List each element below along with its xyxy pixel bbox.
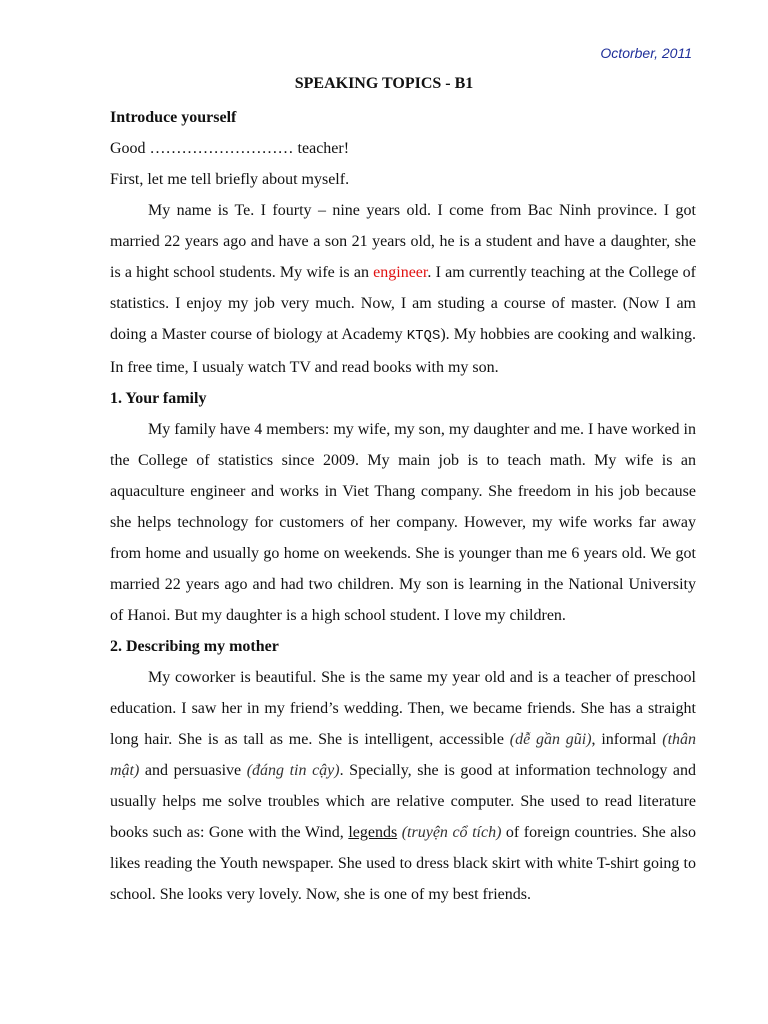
vietnamese-gloss-legends: (truyện cổ tích) bbox=[401, 824, 502, 841]
lead-line: First, let me tell briefly about myself. bbox=[110, 171, 350, 188]
mother-text-6: of foreign countries. She also likes reading the Youth newspaper. She used to dress black skirt with white T-shirt going to school. She looks very lovely. Now, she is one of my best friends. bbox=[110, 824, 697, 903]
intro-text-1: My name is Te. I fourty – nine years old. I come from Bac Ninh province. I got married 22 years ago and have a son 21 years old, he is a student and have a daughter, she is a hight school students. My wife is an bbox=[110, 202, 696, 281]
family-paragraph: My family have 4 members: my wife, my son, my daughter and me. I have worked in the College of statistics since 2009. My main job is to teach math. My wife is an aquaculture engineer and works in Viet Thang company. She freedom in his job because she helps technology for customers of her company. However, my wife works far away from home and usually go home on weekends. She is younger than me 6 years old. We got married 22 years ago and had two children. My son is learning in the National University of Hanoi. But my daughter is a high school student. I love my children. bbox=[110, 421, 696, 624]
mother-text-2: , informal bbox=[591, 731, 663, 748]
underlined-word-legends: legends bbox=[348, 824, 398, 841]
section-heading-mother: 2. Describing my mother bbox=[110, 638, 279, 655]
document-date: Octorber, 2011 bbox=[600, 45, 692, 61]
document-body bbox=[110, 102, 696, 910]
greeting-line: Good ……………………… teacher! bbox=[110, 140, 350, 157]
vietnamese-gloss-accessible: (dễ gần gũi) bbox=[509, 731, 592, 748]
intro-text-3: ). My hobbies are cooking and walking. In free time, I usualy watch TV and read books with my son. bbox=[110, 326, 697, 376]
vietnamese-gloss-informal: (thân mật) bbox=[110, 731, 697, 779]
acronym-ktqs: KTQS bbox=[406, 328, 441, 344]
intro-text-2: . I am currently teaching at the College of statistics. I enjoy my job very much. Now, I am studing a course of master. (Now I am doing a Master course of biology at Academy bbox=[110, 264, 696, 343]
section-heading-family: 1. Your family bbox=[110, 390, 207, 407]
mother-text-4: . Specially, she is good at information technology and usually helps me solve troubles which are relative computer. She used to read literature books such as: Gone with the Wind, bbox=[110, 762, 697, 841]
intro-paragraph bbox=[110, 195, 696, 383]
section-heading-introduce: Introduce yourself bbox=[110, 109, 237, 126]
document-title: SPEAKING TOPICS - B1 bbox=[294, 75, 474, 92]
mother-text-1: My coworker is beautiful. She is the same my year old and is a teacher of preschool education. I saw her in my friend’s wedding. Then, we became friends. She has a straight long hair. She is as tall as me. She is intelligent, accessible bbox=[110, 669, 696, 748]
highlighted-word-engineer: engineer bbox=[373, 264, 428, 281]
vietnamese-gloss-persuasive: (đáng tin cậy) bbox=[246, 762, 340, 779]
mother-text-3: and persuasive bbox=[139, 762, 247, 779]
mother-paragraph bbox=[110, 662, 696, 910]
